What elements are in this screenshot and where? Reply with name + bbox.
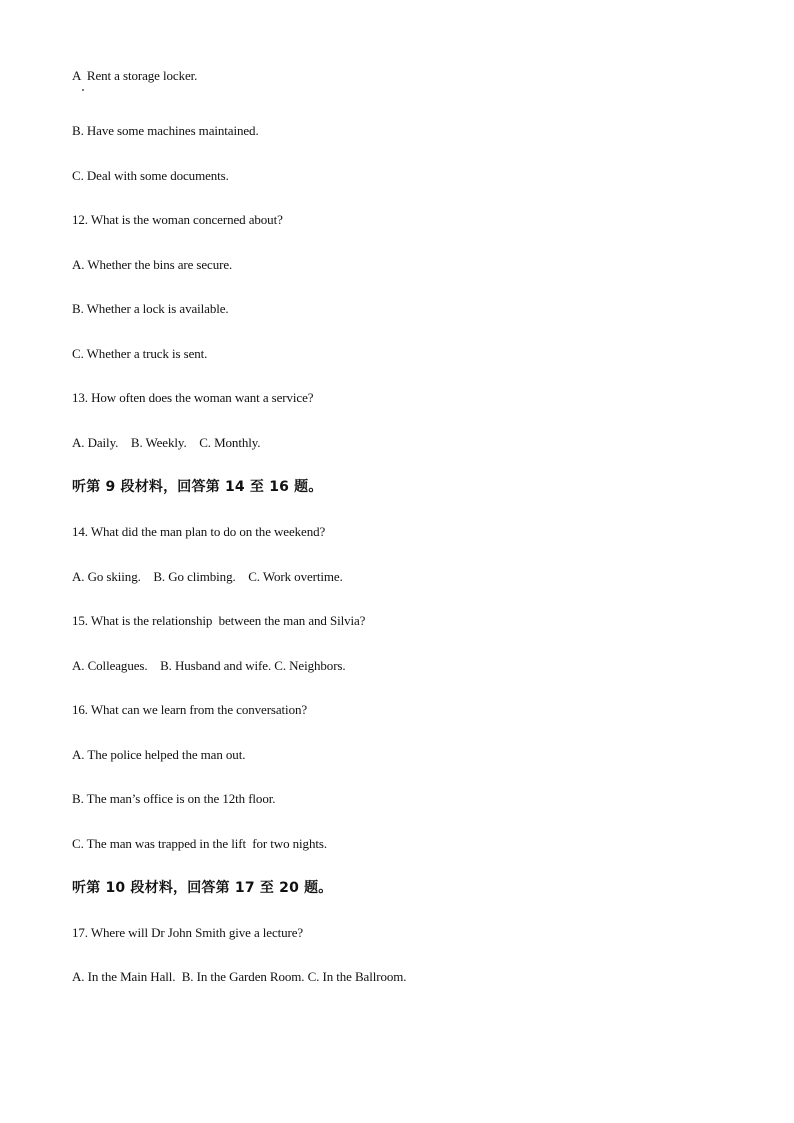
section-heading-9: 听第 9 段材料，回答第 14 至 16 题。 [72, 479, 323, 495]
section-heading-10: 听第 10 段材料，回答第 17 至 20 题。 [72, 880, 333, 896]
option-12a: A. Whether the bins are secure. [72, 257, 233, 272]
option-11b: B. Have some machines maintained. [72, 123, 259, 138]
option-16c: C. The man was trapped in the lift for two nights. [72, 836, 327, 851]
question-14: 14. What did the man plan to do on the weekend? [72, 524, 326, 539]
option-12b: B. Whether a lock is available. [72, 301, 229, 316]
question-12: 12. What is the woman concerned about? [72, 212, 283, 227]
option-16b: B. The man’s office is on the 12th floor. [72, 791, 276, 806]
question-17: 17. Where will Dr John Smith give a lecture? [72, 925, 304, 940]
stray-mark [82, 89, 84, 91]
options-14: A. Go skiing. B. Go climbing. C. Work overtime. [72, 569, 343, 584]
options-15: A. Colleagues. B. Husband and wife. C. Neighbors. [72, 658, 346, 673]
question-16: 16. What can we learn from the conversation? [72, 702, 308, 717]
option-11a: A Rent a storage locker. [72, 68, 198, 83]
options-17: A. In the Main Hall. B. In the Garden Room. C. In the Ballroom. [72, 969, 407, 984]
question-13: 13. How often does the woman want a service? [72, 390, 314, 405]
option-12c: C. Whether a truck is sent. [72, 346, 208, 361]
option-16a: A. The police helped the man out. [72, 747, 246, 762]
options-13: A. Daily. B. Weekly. C. Monthly. [72, 435, 261, 450]
question-15: 15. What is the relationship between the man and Silvia? [72, 613, 366, 628]
option-11c: C. Deal with some documents. [72, 168, 229, 183]
